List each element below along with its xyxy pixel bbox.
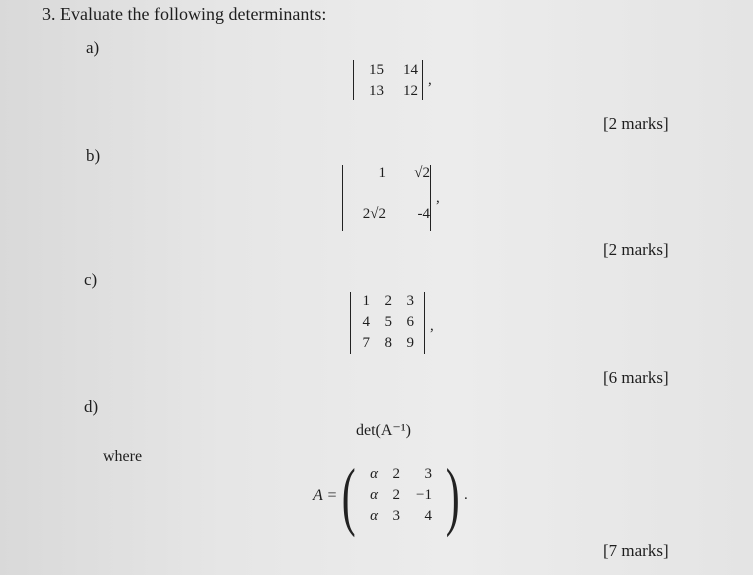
part-a-right-bar [422, 60, 423, 100]
matrix-cell: 9 [406, 335, 414, 351]
part-d-punctuation: . [464, 487, 468, 503]
matrix-cell: 1 [378, 165, 386, 181]
matrix-cell: 5 [384, 314, 392, 330]
matrix-cell: α [370, 508, 378, 524]
matrix-cell: -4 [417, 206, 430, 222]
part-b-label: b) [86, 146, 101, 165]
matrix-cell: √2 [414, 165, 430, 181]
matrix-cell: 14 [403, 62, 418, 78]
part-d-marks: [7 marks] [603, 541, 669, 560]
part-c-left-bar [350, 292, 351, 354]
part-b-determinant [350, 165, 430, 223]
matrix-cell: 4 [424, 508, 432, 524]
matrix-cell: 8 [384, 335, 392, 351]
part-c-label: c) [84, 270, 98, 289]
matrix-cell: 3 [424, 466, 432, 482]
part-b-right-bar [430, 165, 431, 231]
right-parenthesis: ) [445, 454, 460, 538]
part-d-label: d) [84, 397, 99, 416]
matrix-a-lhs: A = [313, 487, 338, 504]
part-a-marks: [2 marks] [603, 114, 669, 133]
matrix-cell: 15 [369, 62, 384, 78]
part-a-determinant [362, 62, 418, 100]
matrix-cell: 2 [392, 487, 400, 503]
part-a-punctuation: , [428, 72, 432, 88]
determinant-inverse-expression: det(A⁻¹) [356, 422, 411, 439]
matrix-a [364, 466, 432, 525]
matrix-cell: −1 [416, 487, 432, 503]
matrix-cell: 12 [403, 83, 418, 99]
matrix-cell: 13 [369, 83, 384, 99]
matrix-cell: 6 [406, 314, 414, 330]
part-c-determinant [356, 293, 414, 352]
matrix-cell: 1 [362, 293, 370, 309]
part-b-left-bar [342, 165, 343, 231]
matrix-cell: 2 [384, 293, 392, 309]
matrix-cell: 3 [392, 508, 400, 524]
matrix-cell: α [370, 487, 378, 503]
matrix-cell: 2 [392, 466, 400, 482]
matrix-cell: α [370, 466, 378, 482]
part-a-label: a) [86, 38, 100, 57]
part-a-left-bar [353, 60, 354, 100]
matrix-cell: 2√2 [362, 206, 386, 222]
part-b-punctuation: , [436, 190, 440, 206]
part-c-right-bar [424, 292, 425, 354]
part-c-marks: [6 marks] [603, 368, 669, 387]
question-heading: 3. Evaluate the following determinants: [42, 4, 327, 24]
matrix-cell: 7 [362, 335, 370, 351]
part-b-marks: [2 marks] [603, 240, 669, 259]
left-parenthesis: ( [341, 454, 356, 538]
where-label: where [103, 448, 143, 465]
matrix-cell: 4 [362, 314, 370, 330]
part-c-punctuation: , [430, 318, 434, 334]
matrix-cell: 3 [406, 293, 414, 309]
